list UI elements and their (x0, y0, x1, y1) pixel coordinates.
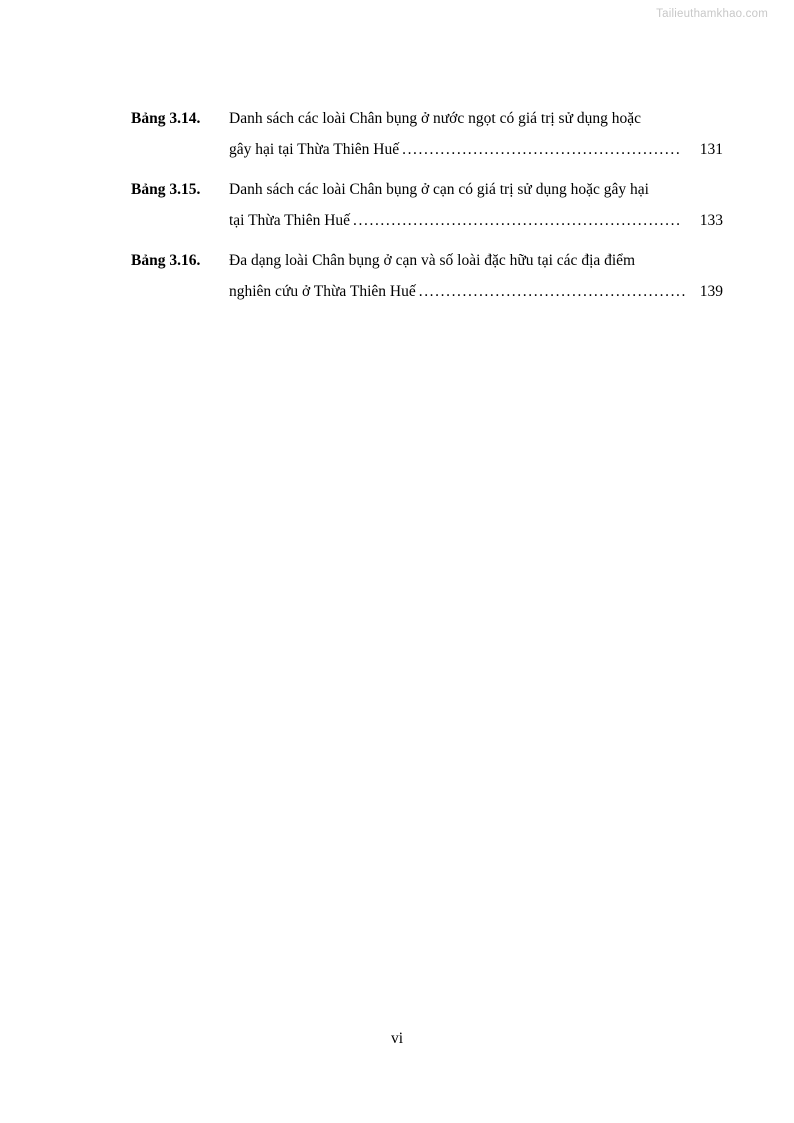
caption-line-1: Danh sách các loài Chân bụng ở nước ngọt có giá trị sử dụng hoặc (229, 110, 641, 127)
page-footer (0, 1030, 794, 1048)
caption-line-2 (229, 205, 723, 236)
list-of-tables (131, 103, 723, 316)
page-number: 139 (699, 283, 723, 300)
caption-line-2-text: tại Thừa Thiên Huế (229, 212, 351, 229)
footer-page-number: vi (390, 1030, 404, 1047)
leader-dots: ................................................. (418, 283, 687, 300)
table-caption (229, 103, 723, 165)
caption-line-2-text: nghiên cứu ở Thừa Thiên Huế (229, 283, 416, 300)
caption-line-1: Đa dạng loài Chân bụng ở cạn và số loài đặc hữu tại các địa điểm (229, 252, 636, 269)
list-item (131, 174, 723, 236)
table-label: Bảng 3.14. (131, 110, 201, 127)
caption-line-1: Danh sách các loài Chân bụng ở cạn có giá trị sử dụng hoặc gây hại (229, 181, 649, 198)
caption-line-2-text: gây hại tại Thừa Thiên Huế (229, 141, 400, 158)
page-number: 131 (699, 141, 723, 158)
leader-dots: ................................................... (402, 141, 682, 158)
caption-line-2 (229, 276, 723, 307)
leader-dots: ............................................................ (353, 212, 682, 229)
caption-line-2 (229, 134, 723, 165)
list-item (131, 245, 723, 307)
list-item (131, 103, 723, 165)
page-number: 133 (699, 212, 723, 229)
table-caption (229, 174, 723, 236)
table-caption (229, 245, 723, 307)
watermark-text: Tailieuthamkhao.com (656, 8, 768, 20)
table-label: Bảng 3.15. (131, 181, 201, 198)
table-label: Bảng 3.16. (131, 252, 201, 269)
